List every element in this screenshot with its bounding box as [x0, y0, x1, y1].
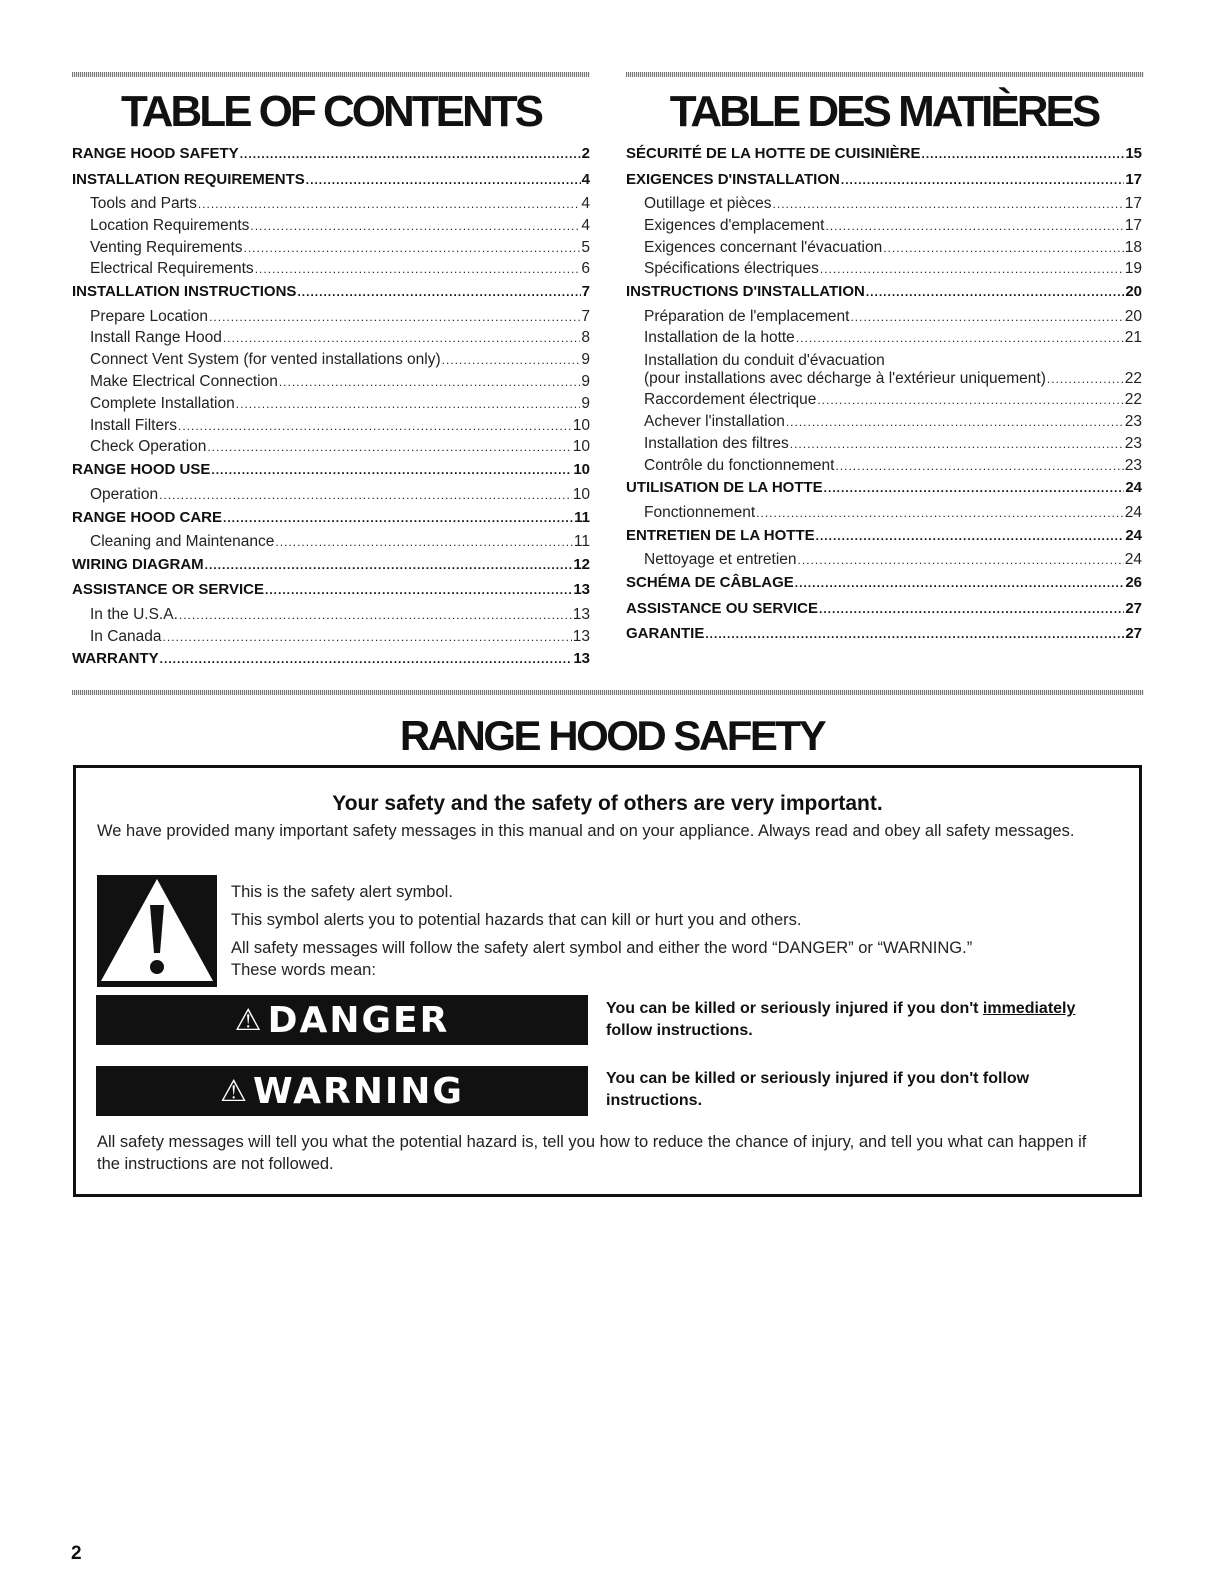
toc-entry	[72, 438, 590, 460]
toc-leader	[1047, 372, 1124, 386]
toc-entry-page: 23	[1124, 456, 1142, 474]
toc-entry-page: 2	[581, 145, 590, 162]
toc-entry-label: Nettoyage et entretien	[644, 551, 797, 569]
divider-top-right	[626, 72, 1144, 77]
warning-signal	[96, 1066, 588, 1116]
toc-entry	[72, 395, 590, 417]
safety-alert-icon	[97, 875, 217, 987]
toc-entry-page: 4	[581, 216, 590, 234]
toc-entry-label: In Canada	[90, 627, 162, 645]
toc-entry-page: 12	[573, 555, 590, 573]
toc-entry-label: Installation des filtres	[644, 434, 789, 452]
toc-entry-page: 7	[581, 307, 590, 325]
safety-footer: All safety messages will tell you what the potential hazard is, tell you how to reduce the chance of injury, and tell you what can happen if the instructions are not followed.	[97, 1133, 1087, 1173]
toc-entry-label: (pour installations avec décharge à l'extérieur uniquement)	[644, 370, 1046, 388]
toc-entry	[626, 282, 1142, 308]
toc-entry-page: 24	[1124, 551, 1142, 569]
toc-entry-label: Install Filters	[90, 416, 177, 434]
toc-entry-label: Installation du conduit d'évacuation	[644, 352, 885, 370]
toc-leader	[883, 241, 1124, 255]
toc-entry	[72, 580, 590, 606]
toc-entry	[626, 391, 1142, 413]
toc-leader	[817, 393, 1123, 407]
toc-leader	[773, 197, 1124, 211]
toc-leader	[250, 219, 580, 233]
toc-leader	[866, 285, 1124, 299]
toc-entry	[626, 195, 1142, 217]
toc-leader	[819, 602, 1124, 616]
warning-triangle-icon: ⚠	[220, 1073, 250, 1109]
toc-leader	[835, 459, 1123, 473]
toc-entry	[626, 170, 1142, 196]
toc-entry-page: 23	[1124, 434, 1142, 452]
toc-leader	[279, 375, 581, 389]
toc-entry-page: 23	[1124, 413, 1142, 431]
toc-entry-page: 10	[572, 485, 590, 503]
toc-entry	[72, 460, 590, 486]
toc-entry-label: WARRANTY	[72, 650, 159, 668]
danger-text-part: follow instructions.	[606, 1022, 753, 1039]
toc-entry	[626, 435, 1142, 457]
toc-entry-label: Cleaning and Maintenance	[90, 533, 275, 551]
toc-entry-label: Complete Installation	[90, 394, 235, 412]
toc-entry-page: 22	[1124, 370, 1142, 388]
toc-entry	[72, 606, 590, 628]
toc-entry	[626, 504, 1142, 526]
toc-entry-page: 27	[1125, 599, 1142, 617]
toc-entry-page: 5	[581, 238, 590, 256]
toc-leader	[795, 576, 1125, 590]
toc-entry	[626, 308, 1142, 330]
toc-entry-label: Install Range Hood	[90, 329, 222, 347]
toc-entry-page: 20	[1125, 283, 1142, 301]
toc-entry-label: RANGE HOOD USE	[72, 461, 211, 479]
warning-word: WARNING	[253, 1070, 464, 1112]
toc-entry	[72, 282, 590, 308]
toc-entry-label: Make Electrical Connection	[90, 373, 278, 391]
toc-entry-label: INSTRUCTIONS D'INSTALLATION	[626, 283, 865, 301]
toc-entry-page: 9	[581, 394, 590, 412]
toc-leader	[790, 437, 1124, 451]
toc-entry	[626, 624, 1142, 650]
toc-entry-page: 11	[574, 508, 590, 526]
toc-french-title: TABLE DES MATIÈRES	[669, 87, 1099, 136]
toc-entry	[72, 373, 590, 395]
toc-leader	[841, 173, 1124, 187]
toc-entry	[626, 144, 1142, 170]
toc-leader	[236, 397, 581, 411]
toc-leader	[786, 415, 1124, 429]
toc-leader	[306, 173, 581, 187]
toc-leader	[255, 262, 581, 276]
toc-leader	[705, 627, 1124, 641]
toc-entry-page: 10	[572, 438, 590, 456]
divider-middle	[72, 690, 1144, 695]
toc-entry-label: Operation	[90, 485, 159, 503]
toc-leader	[209, 310, 580, 324]
toc-leader	[275, 535, 572, 549]
toc-entry-label: ASSISTANCE OR SERVICE	[72, 581, 264, 599]
toc-entry-page: 17	[1124, 195, 1142, 212]
danger-text	[606, 998, 1126, 1042]
toc-entry	[72, 351, 590, 373]
danger-word: DANGER	[267, 999, 450, 1041]
toc-leader	[798, 553, 1124, 567]
toc-french	[626, 88, 1142, 650]
toc-entry-label: SÉCURITÉ DE LA HOTTE DE CUISINIÈRE	[626, 145, 921, 162]
toc-leader	[442, 353, 581, 367]
toc-entry-label: ASSISTANCE OU SERVICE	[626, 599, 818, 617]
toc-english-list	[72, 144, 590, 675]
toc-entry-label: RANGE HOOD CARE	[72, 508, 223, 526]
toc-english	[72, 88, 590, 675]
safety-box	[73, 765, 1142, 1197]
toc-entry	[626, 478, 1142, 504]
toc-entry-label: Exigences d'emplacement	[644, 216, 825, 234]
toc-entry	[72, 649, 590, 675]
toc-french-list	[626, 144, 1142, 650]
toc-entry-page: 17	[1124, 216, 1142, 234]
toc-entry	[72, 508, 590, 534]
toc-leader	[179, 608, 572, 622]
alert-line: This is the safety alert symbol.	[231, 883, 453, 901]
toc-entry-page: 26	[1125, 574, 1142, 592]
toc-entry-label: RANGE HOOD SAFETY	[72, 145, 239, 162]
toc-entry-page: 10	[572, 416, 590, 434]
toc-entry	[72, 628, 590, 650]
toc-entry	[626, 260, 1142, 282]
warning-triangle-icon: ⚠	[234, 1002, 264, 1038]
toc-entry-page: 13	[572, 605, 590, 623]
toc-entry-page: 10	[573, 461, 590, 479]
toc-entry-label: Préparation de l'emplacement	[644, 307, 850, 325]
danger-text-emphasis: immediately	[982, 1000, 1076, 1017]
toc-entry	[626, 551, 1142, 573]
toc-leader	[178, 419, 572, 433]
toc-entry-label: Check Operation	[90, 438, 207, 456]
warning-text: You can be killed or seriously injured if you don't follow instructions.	[606, 1070, 1030, 1109]
toc-entry-label: Location Requirements	[90, 216, 250, 234]
toc-leader	[297, 285, 580, 299]
toc-entry	[72, 486, 590, 508]
toc-entry	[72, 195, 590, 217]
toc-entry	[626, 457, 1142, 479]
toc-entry-page: 4	[581, 170, 590, 188]
toc-entry-page: 24	[1125, 479, 1142, 497]
toc-entry	[626, 413, 1142, 435]
toc-entry-label: Prepare Location	[90, 307, 209, 325]
toc-entry-label: INSTALLATION REQUIREMENTS	[72, 170, 305, 188]
toc-entry-page: 22	[1124, 391, 1142, 409]
toc-leader	[205, 558, 573, 572]
toc-entry	[72, 239, 590, 261]
toc-entry	[626, 599, 1142, 625]
safety-alert-text	[231, 881, 972, 981]
toc-entry-label: GARANTIE	[626, 625, 705, 643]
toc-leader	[159, 488, 572, 502]
toc-leader	[211, 463, 572, 477]
toc-entry-page: 13	[573, 581, 590, 599]
toc-leader	[756, 506, 1124, 520]
toc-entry-label: Connect Vent System (for vented installations only)	[90, 351, 441, 369]
toc-entry-label: SCHÉMA DE CÂBLAGE	[626, 574, 794, 592]
toc-entry-label: Tools and Parts	[90, 195, 197, 212]
toc-leader	[824, 481, 1125, 495]
alert-line: These words mean:	[231, 961, 376, 979]
toc-entry-label: Raccordement électrique	[644, 391, 817, 409]
toc-entry-row	[644, 370, 1142, 391]
toc-leader	[207, 440, 571, 454]
toc-entry-label: Installation de la hotte	[644, 329, 795, 347]
toc-entry-page: 20	[1124, 307, 1142, 325]
toc-entry	[626, 217, 1142, 239]
toc-entry-label: EXIGENCES D'INSTALLATION	[626, 170, 840, 188]
toc-entry-page: 19	[1124, 260, 1142, 278]
toc-entry	[626, 329, 1142, 351]
toc-leader	[816, 529, 1125, 543]
toc-leader	[240, 147, 581, 161]
warning-triangle-icon	[97, 875, 217, 987]
toc-english-title: TABLE OF CONTENTS	[121, 87, 541, 136]
toc-entry-label: UTILISATION DE LA HOTTE	[626, 479, 823, 497]
toc-entry-label: In the U.S.A.	[90, 605, 178, 623]
toc-entry-label: Spécifications électriques	[644, 260, 819, 278]
toc-entry-page: 13	[573, 650, 590, 668]
toc-entry-page: 24	[1125, 526, 1142, 544]
toc-entry-page: 27	[1125, 625, 1142, 643]
toc-leader	[223, 331, 581, 345]
danger-text-part: You can be killed or seriously injured if you don't	[606, 1000, 983, 1017]
toc-entry	[72, 533, 590, 555]
toc-entry-label: Contrôle du fonctionnement	[644, 456, 835, 474]
toc-leader	[850, 310, 1123, 324]
toc-entry-label: ENTRETIEN DE LA HOTTE	[626, 526, 815, 544]
toc-entry	[72, 417, 590, 439]
toc-entry-label: Exigences concernant l'évacuation	[644, 238, 883, 256]
page-number: 2	[71, 1543, 82, 1564]
toc-entry-page: 9	[581, 373, 590, 391]
toc-entry-label: Venting Requirements	[90, 238, 243, 256]
toc-leader	[198, 197, 581, 211]
toc-entry	[72, 308, 590, 330]
toc-entry-page: 4	[581, 195, 590, 212]
toc-entry-page: 7	[581, 283, 590, 301]
toc-entry-page: 15	[1125, 145, 1142, 162]
toc-entry	[72, 144, 590, 170]
section-title: RANGE HOOD SAFETY	[399, 712, 825, 759]
toc-entry	[626, 239, 1142, 261]
toc-entry-page: 18	[1124, 238, 1142, 256]
toc-entry-page: 21	[1124, 329, 1142, 347]
toc-leader	[796, 331, 1124, 345]
toc-leader	[820, 262, 1124, 276]
toc-leader	[244, 241, 581, 255]
alert-line: All safety messages will follow the safety alert symbol and either the word “DANGER” or “WARNING.”	[231, 939, 973, 957]
divider-top-left	[72, 72, 590, 77]
alert-line: This symbol alerts you to potential hazards that can kill or hurt you and others.	[231, 911, 802, 929]
toc-entry-page: 17	[1125, 170, 1142, 188]
toc-entry	[626, 573, 1142, 599]
toc-entry	[72, 170, 590, 196]
toc-entry	[72, 329, 590, 351]
toc-leader	[163, 630, 572, 644]
toc-entry-page: 9	[581, 351, 590, 369]
toc-entry-label: INSTALLATION INSTRUCTIONS	[72, 283, 297, 301]
toc-entry-page: 6	[581, 260, 590, 278]
toc-entry-label: Electrical Requirements	[90, 260, 254, 278]
toc-entry-page: 13	[572, 627, 590, 645]
toc-entry-page: 11	[573, 533, 590, 551]
toc-entry	[72, 260, 590, 282]
toc-entry-page: 24	[1124, 503, 1142, 521]
toc-entry-label: Outillage et pièces	[644, 195, 772, 212]
toc-entry-label: WIRING DIAGRAM	[72, 555, 204, 573]
toc-entry-label: Fonctionnement	[644, 503, 756, 521]
toc-leader	[223, 511, 573, 525]
toc-leader	[825, 219, 1123, 233]
toc-leader	[265, 583, 572, 597]
toc-entry	[72, 217, 590, 239]
toc-entry	[626, 351, 1142, 391]
toc-entry	[626, 526, 1142, 552]
toc-leader	[921, 147, 1124, 161]
toc-entry	[72, 555, 590, 581]
safety-heading: Your safety and the safety of others are very important.	[332, 792, 883, 815]
toc-leader	[160, 652, 573, 666]
danger-signal	[96, 995, 588, 1045]
safety-intro: We have provided many important safety messages in this manual and on your appliance. Always read and obey all safety messages.	[97, 822, 1075, 840]
toc-entry-page: 8	[581, 329, 590, 347]
toc-entry-label: Achever l'installation	[644, 413, 785, 431]
